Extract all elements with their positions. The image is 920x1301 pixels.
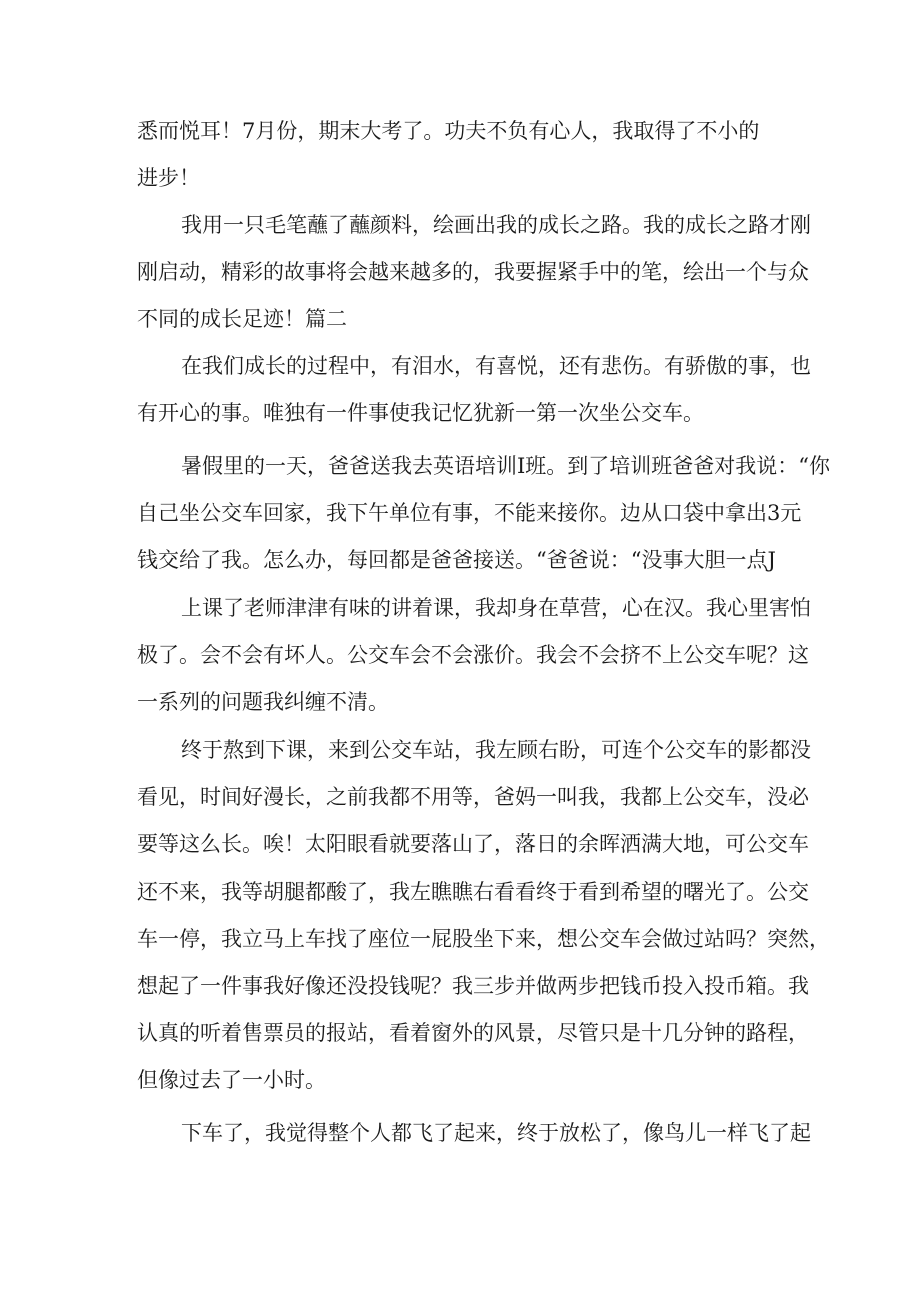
text-line: 钱交给了我。怎么办，每回都是爸爸接送。“爸爸说：“没事大胆一点J <box>137 548 776 572</box>
text-line: 不同的成长足迹！篇二 <box>137 307 347 331</box>
text-line: 刚启动，精彩的故事将会越来越多的，我要握紧手中的笔，绘出一个与众 <box>137 260 809 284</box>
text-line: 认真的听着售票员的报站，看着窗外的风景，尽管只是十几分钟的路程， <box>137 1021 809 1045</box>
text-line: 想起了一件事我好像还没投钱呢？我三步并做两步把钱币投入投币箱。我 <box>137 974 809 998</box>
text-line: 终于熬到下课，来到公交车站，我左顾右盼，可连个公交车的影都没 <box>181 738 811 762</box>
text-line: 悉而悦耳！7月份，期末大考了。功夫不负有心人，我取得了不小的 <box>137 119 760 143</box>
text-line: 看见，时间好漫长，之前我都不用等，爸妈一叫我，我都上公交车，没必 <box>137 785 809 809</box>
text-line: 有开心的事。唯独有一件事使我记忆犹新一第一次坐公交车。 <box>137 401 704 425</box>
text-line: 进步！ <box>137 166 200 190</box>
text-line: 在我们成长的过程中，有泪水，有喜悦，还有悲伤。有骄傲的事，也 <box>181 354 811 378</box>
text-line: 下车了，我觉得整个人都飞了起来，终于放松了，像鸟儿一样飞了起 <box>181 1121 811 1145</box>
text-line: 自己坐公交车回家，我下午单位有事，不能来接你。边从口袋中拿出3元 <box>137 501 802 525</box>
text-line: 但像过去了一小时。 <box>137 1068 326 1092</box>
text-line: 还不来，我等胡腿都酸了，我左瞧瞧右看看终于看到希望的曙光了。公交 <box>137 880 809 904</box>
text-line: 一系列的问题我纠缠不清。 <box>137 690 389 714</box>
text-line: 车一停，我立马上车找了座位一屁股坐下来，想公交车会做过站吗？突然， <box>137 927 830 951</box>
text-line: 上课了老师津津有味的讲着课，我却身在草营，心在汉。我心里害怕 <box>181 596 811 620</box>
text-line: 暑假里的一天，爸爸送我去英语培训I班。到了培训班爸爸对我说：“你 <box>181 454 831 478</box>
text-line: 我用一只毛笔蘸了蘸颜料，绘画出我的成长之路。我的成长之路才刚 <box>181 213 811 237</box>
text-line: 要等这么长。唉！太阳眼看就要落山了，落日的余晖洒满大地，可公交车 <box>137 832 809 856</box>
text-line: 极了。会不会有坏人。公交车会不会涨价。我会不会挤不上公交车呢？这 <box>137 643 809 667</box>
